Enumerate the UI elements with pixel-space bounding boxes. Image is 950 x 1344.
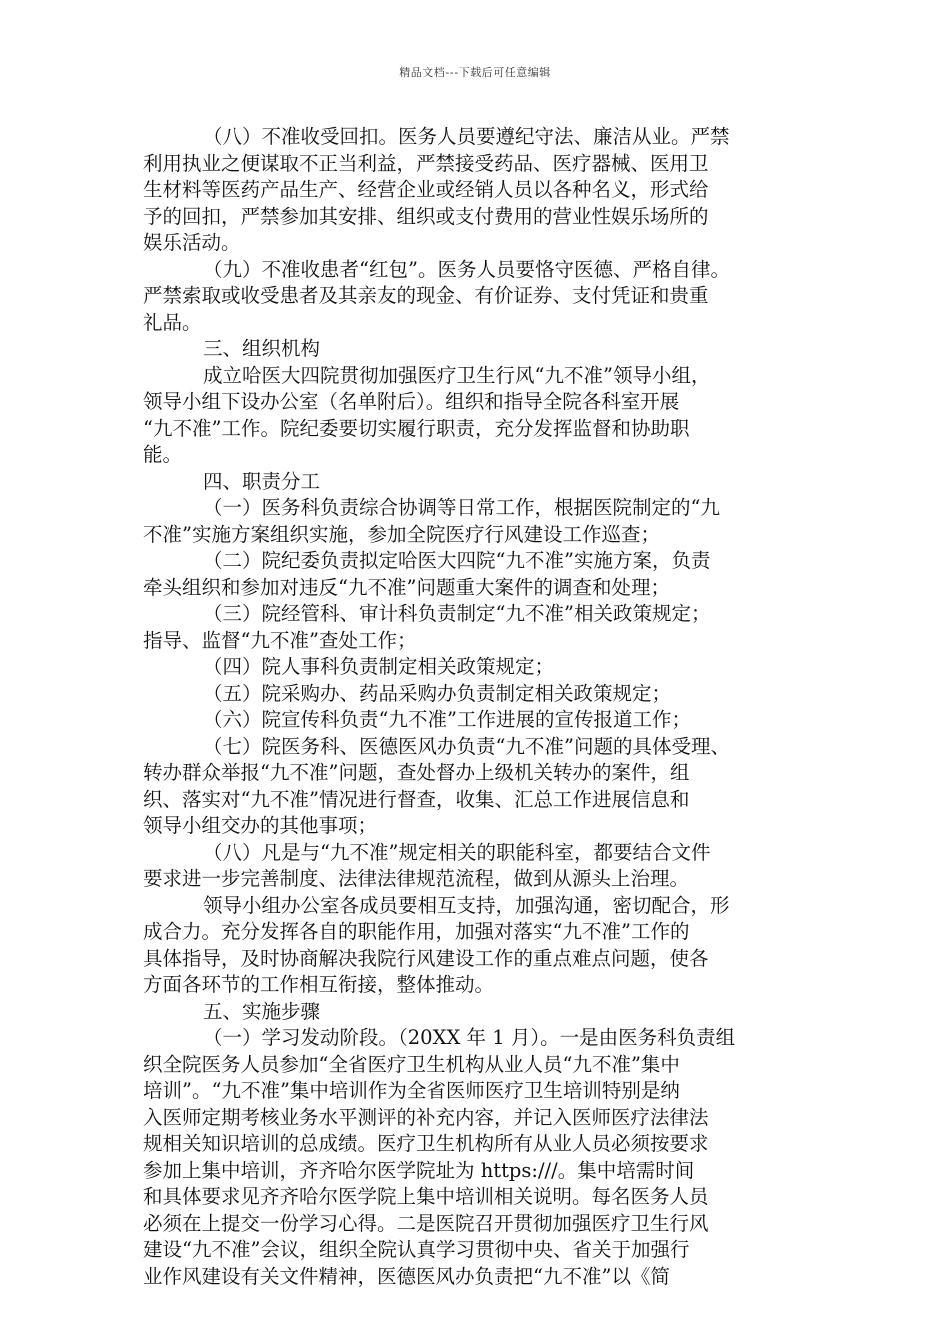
text-line: （四）院人事科负责制定相关政策规定； xyxy=(203,655,555,678)
text-line: 牵头组织和参加对违反“九不准”问题重大案件的调查和处理； xyxy=(143,575,670,599)
text-line: 织、落实对“九不准”情况进行督查，收集、汇总工作进展信息和 xyxy=(143,787,690,811)
text-line: 织全院医务人员参加“全省医疗卫生机构从业人员“九不准”集中 xyxy=(143,1052,680,1076)
text-line: 三、组织机构 xyxy=(203,337,321,360)
text-line: 要求进一步完善制度、法律法律规范流程，做到从源头上治理。 xyxy=(143,867,690,890)
text-line: 不准”实施方案组织实施，参加全院医疗行风建设工作巡查； xyxy=(143,522,660,546)
text-line: （七）院医务科、医德医风办负责“九不准”问题的具体受理、 xyxy=(203,734,730,758)
text-line: 四、职责分工 xyxy=(203,469,321,493)
text-line: 必须在上提交一份学习心得。二是医院召开贯彻加强医疗卫生行风 xyxy=(143,1211,709,1235)
text-line: （一）学习发动阶段。（20XX 年 1 月）。一是由医务科负责组 xyxy=(203,1026,736,1049)
text-line: 利用执业之便谋取不正当利益，严禁接受药品、医疗器械、医用卫 xyxy=(143,151,709,175)
text-line: 规相关知识培训的总成绩。医疗卫生机构所有从业人员必须按要求 xyxy=(143,1132,709,1155)
text-line: 严禁索取或收受患者及其亲友的现金、有价证券、支付凭证和贵重 xyxy=(143,284,709,307)
text-line: 领导小组办公室各成员要相互支持，加强沟通，密切配合，形 xyxy=(203,893,730,917)
text-line: （五）院采购办、药品采购办负责制定相关政策规定； xyxy=(203,681,672,705)
document-body xyxy=(143,124,819,1290)
text-line: 领导小组下设办公室（名单附后）。组织和指导全院各科室开展 xyxy=(143,390,680,413)
text-line: “九不准”工作。院纪委要切实履行职责，充分发挥监督和协助职 xyxy=(143,416,690,440)
text-line: 娱乐活动。 xyxy=(143,231,241,254)
text-line: （六）院宣传科负责“九不准”工作进展的宣传报道工作； xyxy=(203,708,691,731)
text-line: 转办群众举报“九不准”问题，查处督办上级机关转办的案件，组 xyxy=(143,761,690,784)
text-line: 业作风建设有关文件精神，医德医风办负责把“九不准”以《简 xyxy=(143,1264,670,1288)
text-line: 五、实施步骤 xyxy=(203,999,321,1023)
text-line: （三）院经管科、审计科负责制定“九不准”相关政策规定； xyxy=(203,602,711,625)
text-line: 参加上集中培训，齐齐哈尔医学院址为 https:///。集中培需时间 xyxy=(143,1158,695,1182)
text-line: （八）不准收受回扣。医务人员要遵纪守法、廉洁从业。严禁 xyxy=(203,125,730,148)
text-line: 和具体要求见齐齐哈尔医学院上集中培训相关说明。每名医务人员 xyxy=(143,1185,709,1208)
text-line: 生材料等医药产品生产、经营企业或经销人员以各种名义，形式给 xyxy=(143,178,709,201)
text-line: 能。 xyxy=(143,443,183,466)
text-line: 建设“九不准”会议，组织全院认真学习贯彻中央、省关于加强行 xyxy=(143,1238,690,1261)
text-line: 入医师定期考核业务水平测评的补充内容，并记入医师医疗法律法 xyxy=(143,1105,709,1129)
text-line: （九）不准收患者“红包”。医务人员要恪守医德、严格自律。 xyxy=(203,257,730,281)
text-line: 培训”。“九不准”集中培训作为全省医师医疗卫生培训特别是纳 xyxy=(143,1079,680,1102)
text-line: 予的回扣，严禁参加其安排、组织或支付费用的营业性娱乐场所的 xyxy=(143,204,709,228)
text-line: （一）医务科负责综合协调等日常工作，根据医院制定的“九 xyxy=(203,496,720,519)
page-header: 精品文档---下载后可任意编辑 xyxy=(399,66,551,79)
text-line: 具体指导，及时协商解决我院行风建设工作的重点难点问题，使各 xyxy=(143,946,709,970)
text-line: （八）凡是与“九不准”规定相关的职能科室，都要结合文件 xyxy=(203,840,711,864)
text-line: （二）院纪委负责拟定哈医大四院“九不准”实施方案，负责 xyxy=(203,549,711,572)
text-line: 成立哈医大四院贯彻加强医疗卫生行风“九不准”领导小组， xyxy=(203,363,711,387)
text-line: 指导、监督“九不准”查处工作； xyxy=(143,628,417,652)
text-line: 礼品。 xyxy=(143,310,202,334)
text-line: 领导小组交办的其他事项； xyxy=(143,814,378,837)
text-line: 成合力。充分发挥各自的职能作用，加强对落实“九不准”工作的 xyxy=(143,920,690,943)
text-line: 方面各环节的工作相互衔接，整体推动。 xyxy=(143,973,495,996)
